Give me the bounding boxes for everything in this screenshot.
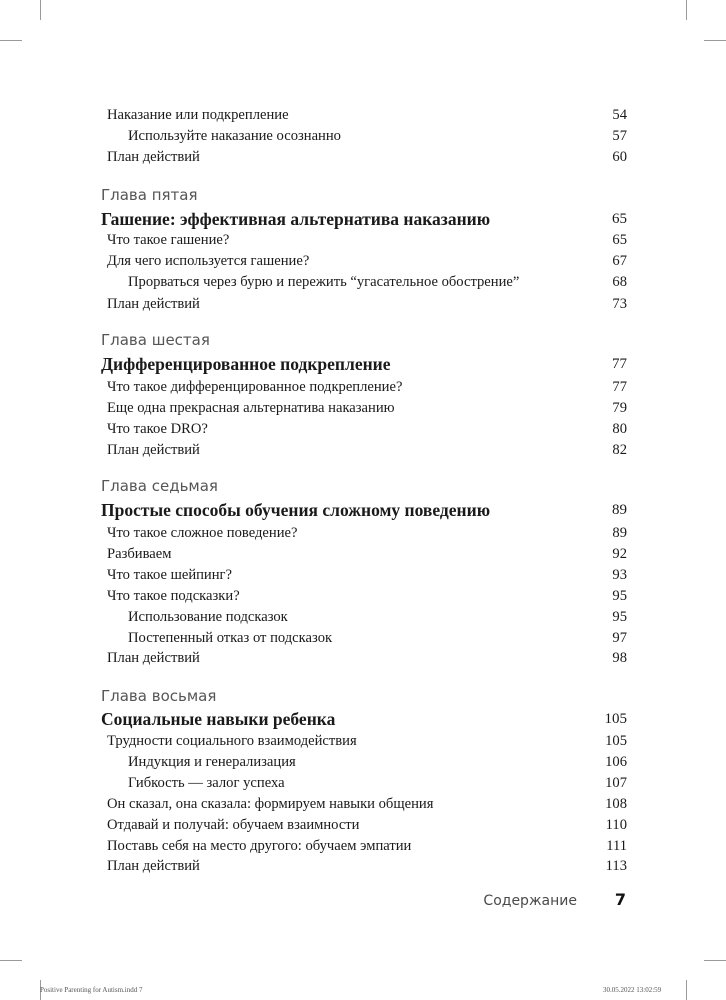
slug-timestamp: 30.05.2022 13:02:59 [603, 986, 662, 994]
entry-page-number: 98 [612, 650, 627, 666]
toc-entry[interactable] [0, 523, 726, 543]
entry-title: Он сказал, она сказала: формируем навыки общения [107, 796, 434, 812]
toc-entry[interactable] [0, 419, 726, 439]
entry-title: План действий [107, 296, 200, 312]
entry-page-number: 106 [605, 754, 627, 770]
entry-page-number: 105 [605, 733, 627, 749]
entry-page-number: 110 [605, 817, 627, 833]
entry-page-number: 57 [612, 128, 627, 144]
toc-entry[interactable] [0, 586, 726, 606]
chapter-title-entry[interactable] [0, 498, 726, 522]
entry-page-number: 65 [612, 232, 627, 248]
chapter-title: Гашение: эффективная альтернатива наказанию [101, 209, 491, 229]
toc-entry[interactable] [0, 294, 726, 314]
chapter-title-entry[interactable] [0, 707, 726, 731]
chapter-title: Простые способы обучения сложному поведению [101, 500, 491, 520]
chapter-title-entry[interactable] [0, 207, 726, 231]
entry-title: План действий [107, 149, 200, 165]
entry-page-number: 89 [612, 525, 627, 541]
entry-title: Гибкость — залог успеха [128, 775, 285, 791]
toc-entry[interactable] [0, 147, 726, 167]
toc-entry[interactable] [0, 251, 726, 271]
entry-page-number: 65 [612, 211, 627, 227]
entry-title: План действий [107, 442, 200, 458]
chapter-heading: Глава пятая [101, 186, 198, 204]
page-number: 7 [614, 890, 626, 909]
entry-page-number: 67 [612, 253, 627, 269]
toc-entry[interactable] [0, 126, 726, 146]
toc-entry[interactable] [0, 731, 726, 751]
crop-mark-top-right [686, 0, 687, 20]
toc-entry[interactable] [0, 565, 726, 585]
entry-page-number: 80 [612, 421, 627, 437]
chapter-title-entry[interactable] [0, 352, 726, 376]
entry-title: План действий [107, 650, 200, 666]
entry-page-number: 82 [612, 442, 627, 458]
chapter-heading: Глава седьмая [101, 477, 218, 495]
crop-mark-top-left [40, 0, 41, 20]
entry-title: Для чего используется гашение? [107, 253, 310, 269]
entry-page-number: 60 [612, 149, 627, 165]
toc-entry[interactable] [0, 794, 726, 814]
entry-title: Наказание или подкрепление [107, 107, 289, 123]
toc-entry[interactable] [0, 544, 726, 564]
entry-page-number: 95 [612, 588, 627, 604]
slug-filename: Positive Parenting for Autism.indd 7 [40, 986, 143, 994]
entry-title: Постепенный отказ от подсказок [128, 630, 333, 646]
entry-title: Еще одна прекрасная альтернатива наказанию [107, 400, 395, 416]
entry-page-number: 92 [612, 546, 627, 562]
toc-entry[interactable] [0, 648, 726, 668]
toc-entry[interactable] [0, 773, 726, 793]
entry-page-number: 95 [612, 609, 627, 625]
crop-mark-left-top [0, 40, 22, 41]
crop-mark-bottom-right [686, 980, 687, 1000]
entry-page-number: 97 [612, 630, 627, 646]
toc-entry[interactable] [0, 815, 726, 835]
entry-page-number: 93 [612, 567, 627, 583]
entry-title: Прорваться через бурю и пережить “угасательное обострение” [128, 274, 520, 290]
toc-entry[interactable] [0, 272, 726, 292]
running-footer-section: Содержание [483, 893, 577, 909]
entry-title: Индукция и генерализация [128, 754, 296, 770]
entry-title: Что такое DRO? [107, 421, 208, 437]
entry-title: Разбиваем [107, 546, 172, 562]
entry-page-number: 79 [612, 400, 627, 416]
entry-title: Поставь себя на место другого: обучаем эмпатии [107, 838, 412, 854]
toc-entry[interactable] [0, 377, 726, 397]
toc-entry[interactable] [0, 856, 726, 876]
entry-page-number: 108 [605, 796, 627, 812]
entry-title: Что такое сложное поведение? [107, 525, 298, 541]
entry-page-number: 113 [605, 858, 627, 874]
crop-mark-left-bottom [0, 960, 22, 961]
entry-page-number: 68 [612, 274, 627, 290]
toc-entry[interactable] [0, 440, 726, 460]
entry-title: Отдавай и получай: обучаем взаимности [107, 817, 360, 833]
entry-page-number: 105 [604, 711, 627, 727]
toc-entry[interactable] [0, 628, 726, 648]
entry-page-number: 77 [612, 356, 627, 372]
entry-page-number: 107 [605, 775, 627, 791]
entry-page-number: 111 [606, 838, 627, 854]
entry-title: Использование подсказок [128, 609, 288, 625]
entry-page-number: 54 [612, 107, 627, 123]
entry-title: Что такое подсказки? [107, 588, 240, 604]
crop-mark-right-top [704, 40, 726, 41]
entry-title: Трудности социального взаимодействия [107, 733, 357, 749]
entry-title: Что такое шейпинг? [107, 567, 233, 583]
entry-title: Что такое дифференцированное подкрепление? [107, 379, 403, 395]
entry-page-number: 89 [612, 502, 627, 518]
chapter-heading: Глава шестая [101, 331, 210, 349]
toc-entry[interactable] [0, 105, 726, 125]
crop-mark-right-bottom [704, 960, 726, 961]
toc-entry[interactable] [0, 752, 726, 772]
entry-title: План действий [107, 858, 200, 874]
toc-entry[interactable] [0, 398, 726, 418]
entry-page-number: 77 [612, 379, 627, 395]
chapter-heading: Глава восьмая [101, 687, 217, 705]
entry-title: Используйте наказание осознанно [128, 128, 341, 144]
entry-title: Что такое гашение? [107, 232, 230, 248]
toc-entry[interactable] [0, 836, 726, 856]
chapter-title: Дифференцированное подкрепление [101, 354, 391, 374]
toc-entry[interactable] [0, 607, 726, 627]
chapter-title: Социальные навыки ребенка [101, 709, 336, 729]
toc-entry[interactable] [0, 230, 726, 250]
entry-page-number: 73 [612, 296, 627, 312]
